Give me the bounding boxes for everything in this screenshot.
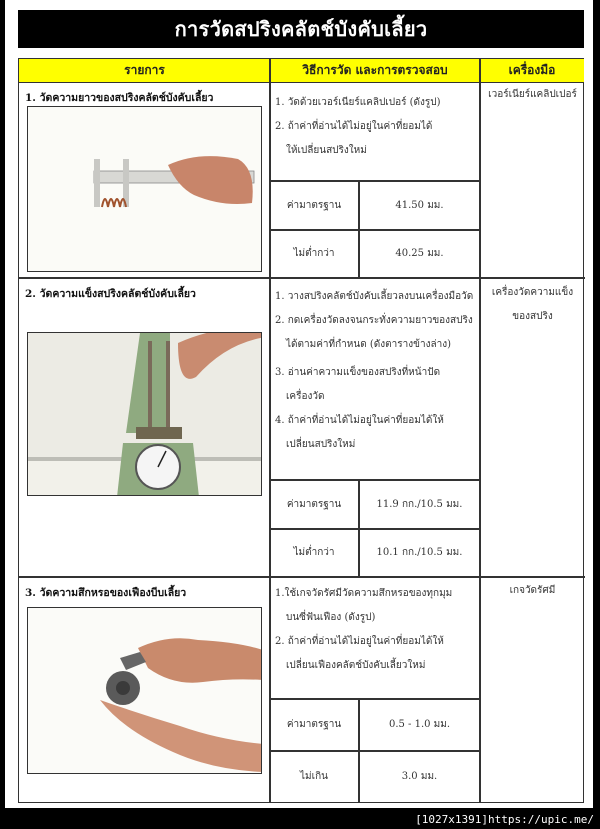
page-title: การวัดสปริงคลัตช์บังคับเลี้ยว — [18, 10, 584, 48]
row-divider — [19, 277, 585, 279]
limit-value: 40.25 มม. — [395, 248, 444, 259]
step-text: 2. กดเครื่องวัดลงจนกระทั่งความยาวของสปริง — [275, 315, 473, 326]
method-steps-3 — [275, 582, 479, 678]
standard-label: ค่ามาตรฐาน — [286, 199, 342, 211]
tool-text: ของสปริง — [512, 311, 553, 322]
step-text: เปลี่ยนเฟืองคลัตช์บังคับเลี้ยวใหม่ — [286, 660, 426, 671]
method-steps-2 — [275, 285, 479, 457]
item-title-3: 3. วัดความสึกหรอของเฟืองบีบเลี้ยว — [25, 587, 187, 599]
method-steps-1 — [275, 91, 479, 163]
column-divider — [479, 59, 481, 802]
image-host-watermark: [1027x1391]https://upic.me/ — [415, 813, 594, 826]
step-text: เปลี่ยนสปริงใหม่ — [286, 439, 356, 450]
step-text: 2. ถ้าค่าที่อ่านได้ไม่อยู่ในค่าที่ยอมได้ให้ — [275, 636, 444, 647]
limit-label: ไม่ต่ำกว่า — [293, 547, 335, 558]
document-page — [5, 0, 593, 808]
tool-2 — [481, 281, 584, 329]
step-text: 3. อ่านค่าความแข็งของสปริงที่หน้าปัด — [275, 367, 441, 378]
step-text: 4. ถ้าค่าที่อ่านได้ไม่อยู่ในค่าที่ยอมได้ให้ — [275, 415, 444, 426]
spring-tester-photo — [27, 332, 262, 496]
limit-label: ไม่เกิน — [300, 771, 328, 782]
step-text: 1. วัดด้วยเวอร์เนียร์แคลิปเปอร์ (ดังรูป) — [275, 97, 441, 108]
tool-3 — [481, 579, 584, 603]
limit-value: 10.1 กก./10.5 มม. — [376, 547, 463, 558]
inspection-table — [18, 58, 584, 803]
step-text: บนซี่ฟันเฟือง (ดังรูป) — [286, 612, 376, 623]
step-text: 2. ถ้าค่าที่อ่านได้ไม่อยู่ในค่าที่ยอมได้ — [275, 121, 433, 132]
step-text: 1. วางสปริงคลัตช์บังคับเลี้ยวลงบนเครื่องมือวัด — [275, 291, 474, 302]
header-tool: เครื่องมือ — [480, 59, 584, 83]
tool-text: เครื่องวัดความแข็ง — [491, 287, 574, 298]
tool-text: เวอร์เนียร์แคลิปเปอร์ — [488, 89, 577, 100]
header-method: วิธีการวัด และการตรวจสอบ — [270, 59, 480, 83]
step-text: ให้เปลี่ยนสปริงใหม่ — [286, 145, 367, 156]
step-text: เครื่องวัด — [286, 391, 325, 402]
standard-value: 0.5 - 1.0 มม. — [388, 719, 451, 730]
standard-value: 41.50 มม. — [395, 199, 444, 211]
standard-label: ค่ามาตรฐาน — [286, 719, 342, 730]
standard-label: ค่ามาตรฐาน — [286, 498, 342, 510]
item-title-2: 2. วัดความแข็งสปริงคลัตช์บังคับเลี้ยว — [25, 288, 196, 300]
standard-value: 11.9 กก./10.5 มม. — [376, 498, 463, 510]
row-divider — [19, 576, 585, 578]
vernier-caliper-photo — [27, 106, 262, 272]
radius-gauge-photo — [27, 607, 262, 774]
step-text: ได้ตามค่าที่กำหนด (ดังตารางข้างล่าง) — [286, 339, 452, 350]
limit-label: ไม่ต่ำกว่า — [293, 248, 335, 259]
column-divider — [269, 59, 271, 802]
tool-1 — [481, 83, 584, 107]
tool-text: เกจวัดรัศมี — [509, 585, 556, 596]
step-text: 1.ใช้เกจวัดรัศมีวัดความสึกหรอของทุกมุม — [275, 588, 453, 599]
header-item: รายการ — [19, 59, 270, 83]
limit-value: 3.0 มม. — [401, 771, 438, 782]
item-title-1: 1. วัดความยาวของสปริงคลัตช์บังคับเลี้ยว — [25, 92, 214, 104]
